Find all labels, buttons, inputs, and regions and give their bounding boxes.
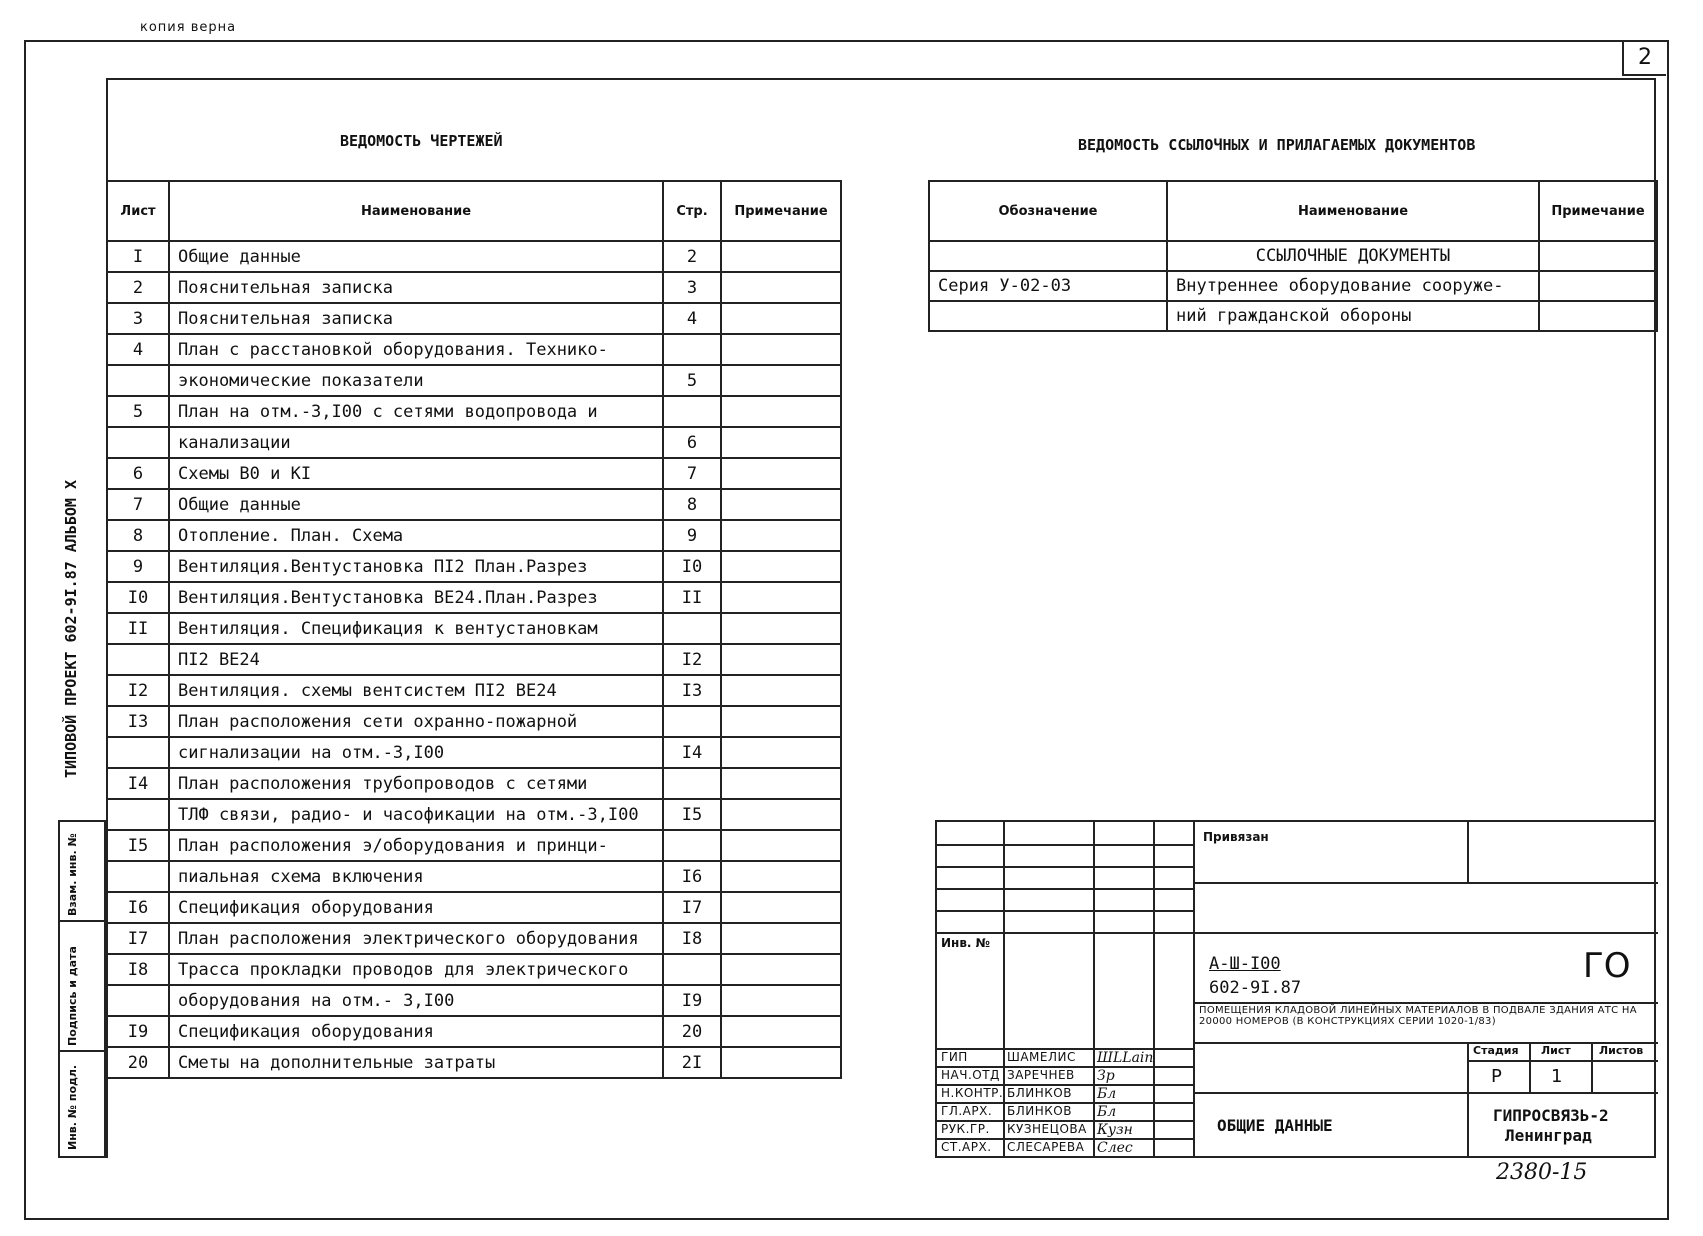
reference-name-cell: ний гражданской обороны [1167,301,1539,331]
page-cell: I2 [663,644,721,675]
drawing-name-cell: канализации [169,427,663,458]
signer-name: БЛИНКОВ [1007,1086,1072,1100]
page-cell: 7 [663,458,721,489]
signer-role: НАЧ.ОТД [941,1068,1000,1082]
reference-name-cell: ССЫЛОЧНЫЕ ДОКУМЕНТЫ [1167,241,1539,271]
table-row [107,489,841,520]
drawings-title: ВЕДОМОСТЬ ЧЕРТЕЖЕЙ [340,132,503,150]
page-cell: II [663,582,721,613]
page-cell: I5 [663,799,721,830]
drawing-name-cell: Общие данные [169,241,663,272]
signer-role: РУК.ГР. [941,1122,990,1136]
table-row [107,458,841,489]
drawing-name-cell: Спецификация оборудования [169,1016,663,1047]
drawings-header-row [107,181,841,241]
reference-note-cell [1539,301,1657,331]
stage-label: Стадия [1473,1044,1519,1057]
page-cell [663,768,721,799]
references-header-row [929,181,1657,241]
table-row [107,644,841,675]
reference-name-cell: Внутреннее оборудование сооруже- [1167,271,1539,301]
signer-signature: Бл [1097,1086,1117,1102]
table-row [107,675,841,706]
col-note-header: Примечание [721,181,841,241]
references-title: ВЕДОМОСТЬ ССЫЛОЧНЫХ И ПРИЛАГАЕМЫХ ДОКУМЕНТОВ [1078,136,1476,154]
sheet-number-cell: I9 [107,1016,169,1047]
drawing-name-cell: оборудования на отм.- 3,I00 [169,985,663,1016]
signer-signature: Кузн [1097,1122,1133,1138]
signer-name: СЛЕСАРЕВА [1007,1140,1085,1154]
note-cell [721,675,841,706]
references-table [928,180,1658,332]
table-row [929,241,1657,271]
sheet-number-cell: 3 [107,303,169,334]
sheet-value: 1 [1551,1066,1563,1087]
page-cell [663,334,721,365]
drawing-name-cell: Пояснительная записка [169,272,663,303]
note-cell [721,861,841,892]
side-cell-signature-date: Подпись и дата [60,922,104,1052]
object-description: ПОМЕЩЕНИЯ КЛАДОВОЙ ЛИНЕЙНЫХ МАТЕРИАЛОВ В ПОДВАЛЕ ЗДАНИЯ АТС НА 20000 НОМЕРОВ (В КОНСТРУКЦИЯХ СЕРИИ 1020-1/83) [1199,1005,1637,1027]
table-row [107,396,841,427]
table-row [107,706,841,737]
table-row [107,582,841,613]
table-row [107,768,841,799]
page-cell: I9 [663,985,721,1016]
signer-name: ЗАРЕЧНЕВ [1007,1068,1075,1082]
sheet-number-cell: II [107,613,169,644]
note-cell [721,334,841,365]
sheet-number-cell: 6 [107,458,169,489]
table-row [929,301,1657,331]
drawing-name-cell: экономические показатели [169,365,663,396]
designation-cell: Серия У-02-03 [929,271,1167,301]
col-designation-header: Обозначение [929,181,1167,241]
signer-role: Н.КОНТР. [941,1086,1004,1100]
drawing-name-cell: Отопление. План. Схема [169,520,663,551]
drawing-name-cell: Спецификация оборудования [169,892,663,923]
page-cell: I6 [663,861,721,892]
title-block [935,820,1656,1158]
note-cell [721,892,841,923]
note-cell [721,303,841,334]
sheet-number-cell: 8 [107,520,169,551]
sheet-number-cell: I4 [107,768,169,799]
bound-label: Привязан [1203,830,1269,844]
note-cell [721,830,841,861]
note-cell [721,241,841,272]
project-side-label: ТИПОВОЙ ПРОЕКТ 602-9I.87 АЛЬБОМ X [62,479,80,778]
sheet-number-cell [107,427,169,458]
signer-name: ШАМЕЛИС [1007,1050,1076,1064]
drawing-name-cell: Вентиляция.Вентустановка ПI2 План.Разрез [169,551,663,582]
drawing-name-cell: План расположения электрического оборудования [169,923,663,954]
page-cell: I8 [663,923,721,954]
drawing-name-cell: Трасса прокладки проводов для электрического [169,954,663,985]
table-row [107,334,841,365]
sheet-number-cell: I8 [107,954,169,985]
city: Ленинград [1505,1126,1592,1145]
note-cell [721,613,841,644]
note-cell [721,582,841,613]
inv-label: Инв. № [941,936,991,950]
table-row [107,923,841,954]
page-cell [663,706,721,737]
sheet-number-cell: I [107,241,169,272]
drawings-table [106,180,842,1079]
note-cell [721,272,841,303]
side-cell-original-inv: Инв. № подл. [66,1064,79,1150]
drawing-name-cell: План расположения трубопроводов с сетями [169,768,663,799]
note-cell [721,551,841,582]
sheet-number-cell [107,861,169,892]
drawing-name-cell: Пояснительная записка [169,303,663,334]
table-row [107,551,841,582]
drawing-name-cell: Вентиляция. Спецификация к вентустановкам [169,613,663,644]
signer-signature: Бл [1097,1104,1117,1120]
signer-role: СТ.АРХ. [941,1140,992,1154]
page-number: 2 [1622,40,1666,76]
sheet-label: Лист [1541,1044,1571,1057]
note-cell [721,520,841,551]
note-cell [721,985,841,1016]
drawing-name-cell: План с расстановкой оборудования. Технико- [169,334,663,365]
drawing-name-cell: Вентиляция.Вентустановка ВЕ24.План.Разрез [169,582,663,613]
table-row [107,365,841,396]
table-row [929,271,1657,301]
table-row [107,613,841,644]
table-row [107,985,841,1016]
signer-signature: ШLLain [1097,1050,1154,1066]
table-row [107,520,841,551]
note-cell [721,427,841,458]
page-cell: 20 [663,1016,721,1047]
drawing-name-cell: сигнализации на отм.-3,I00 [169,737,663,768]
sheet-number-cell: I3 [107,706,169,737]
table-row [107,830,841,861]
sheet-number-cell: I7 [107,923,169,954]
note-cell [721,396,841,427]
sheet-number-cell: I2 [107,675,169,706]
drawing-code: А-Ш-I00 [1209,954,1281,974]
page-cell: 8 [663,489,721,520]
signer-signature: Слес [1097,1140,1133,1156]
drawing-name-cell: Схемы В0 и КI [169,458,663,489]
sheet-number-cell: 7 [107,489,169,520]
table-row [107,241,841,272]
sheet-number-cell [107,737,169,768]
drawing-name-cell: пиальная схема включения [169,861,663,892]
drawing-name-cell: Вентиляция. схемы вентсистем ПI2 ВЕ24 [169,675,663,706]
side-cell-replaced-inv: Взам. инв. № [60,822,104,922]
designation-cell [929,241,1167,271]
sheets-label: Листов [1599,1044,1644,1057]
note-cell [721,923,841,954]
drawing-name-cell: План на отм.-3,I00 с сетями водопровода и [169,396,663,427]
document-name: ОБЩИЕ ДАННЫЕ [1217,1116,1333,1135]
note-cell [721,1047,841,1078]
signer-role: ГИП [941,1050,968,1064]
table-row [107,954,841,985]
reference-note-cell [1539,271,1657,301]
table-row [107,1047,841,1078]
page-cell: 3 [663,272,721,303]
go-mark: ГО [1583,946,1631,986]
note-cell [721,458,841,489]
project-number: 602-9I.87 [1209,978,1302,998]
sheet-number-cell: I0 [107,582,169,613]
col-page-header: Стр. [663,181,721,241]
note-cell [721,954,841,985]
table-row [107,892,841,923]
page-cell: 4 [663,303,721,334]
sheet-number-cell: I5 [107,830,169,861]
page-cell: I7 [663,892,721,923]
handwritten-number: 2380-15 [1496,1160,1588,1185]
note-cell [721,489,841,520]
col-refname-header: Наименование [1167,181,1539,241]
signer-name: БЛИНКОВ [1007,1104,1072,1118]
note-cell [721,365,841,396]
sheet-number-cell [107,365,169,396]
sheet-number-cell [107,644,169,675]
table-row [107,737,841,768]
note-cell [721,737,841,768]
page-cell: 5 [663,365,721,396]
drawing-name-cell: План расположения э/оборудования и принци- [169,830,663,861]
signer-signature: Зр [1097,1068,1115,1084]
page-cell [663,396,721,427]
sheet-number-cell: 5 [107,396,169,427]
designation-cell [929,301,1167,331]
page-cell: 2I [663,1047,721,1078]
reference-note-cell [1539,241,1657,271]
note-cell [721,1016,841,1047]
organization: ГИПРОСВЯЗЬ-2 [1493,1106,1609,1125]
sheet-number-cell: I6 [107,892,169,923]
side-stamp-strip [58,820,106,1158]
drawing-name-cell: ПI2 ВЕ24 [169,644,663,675]
note-cell [721,644,841,675]
page-cell: 6 [663,427,721,458]
table-row [107,272,841,303]
sheet-number-cell [107,799,169,830]
table-row [107,427,841,458]
drawing-name-cell: Сметы на дополнительные затраты [169,1047,663,1078]
page-cell: I0 [663,551,721,582]
sheet-number-cell: 2 [107,272,169,303]
page-cell [663,830,721,861]
note-cell [721,799,841,830]
note-cell [721,768,841,799]
col-refnote-header: Примечание [1539,181,1657,241]
table-row [107,1016,841,1047]
drawing-name-cell: Общие данные [169,489,663,520]
sheet-number-cell [107,985,169,1016]
page-cell: 2 [663,241,721,272]
sheet-number-cell: 9 [107,551,169,582]
signer-name: КУЗНЕЦОВА [1007,1122,1087,1136]
table-row [107,799,841,830]
table-row [107,303,841,334]
col-sheet-header: Лист [107,181,169,241]
page-cell: I3 [663,675,721,706]
copy-stamp: копия верна [140,20,237,35]
page-cell [663,613,721,644]
drawing-name-cell: План расположения сети охранно-пожарной [169,706,663,737]
sheet-number-cell: 20 [107,1047,169,1078]
sheet-number-cell: 4 [107,334,169,365]
signer-role: ГЛ.АРХ. [941,1104,993,1118]
page-cell: I4 [663,737,721,768]
col-name-header: Наименование [169,181,663,241]
drawing-name-cell: ТЛФ связи, радио- и часофикации на отм.-3,I00 [169,799,663,830]
table-row [107,861,841,892]
page-cell: 9 [663,520,721,551]
note-cell [721,706,841,737]
stage-value: Р [1491,1066,1502,1087]
page-cell [663,954,721,985]
